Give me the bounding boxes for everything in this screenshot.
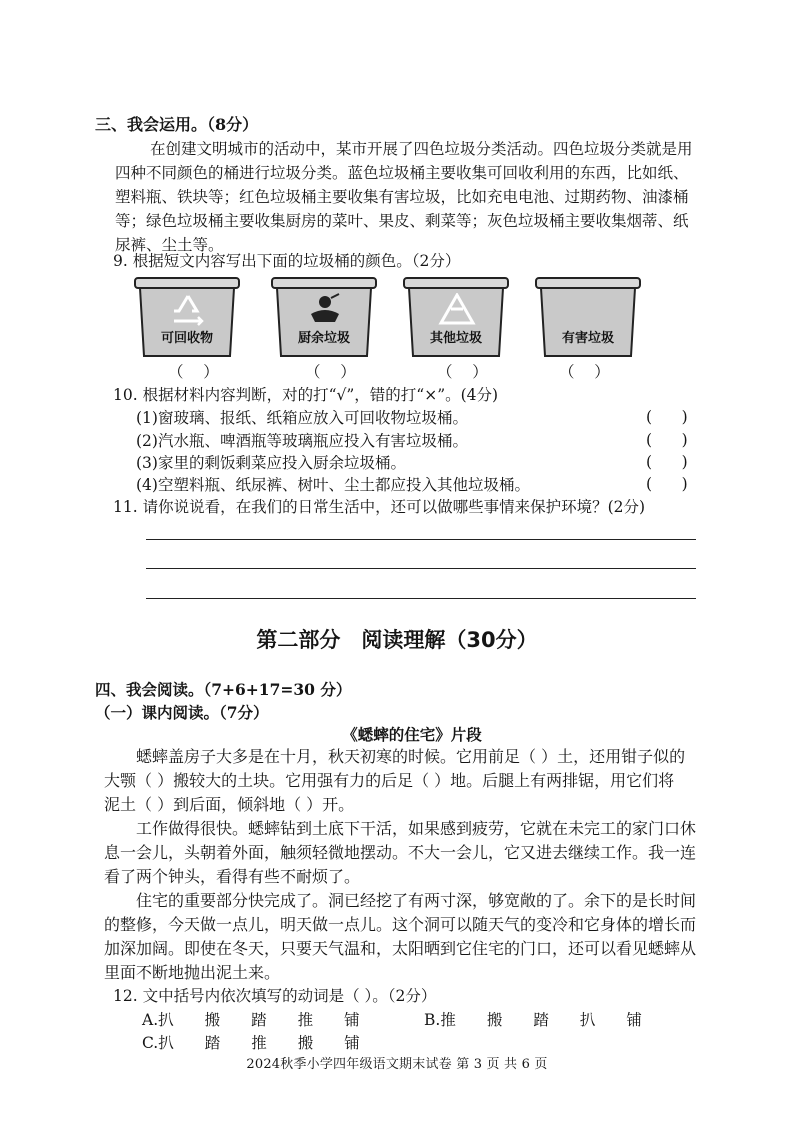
option-a[interactable]: A.扒 搬 踏 推 铺	[142, 1011, 360, 1029]
reading-line: 息一会儿，头朝着外面，触须轻微地摆动。不大一会儿，它又进去继续工作。我一连	[104, 843, 697, 862]
judge-blank: ( )	[646, 431, 688, 449]
judge-item: (4)空塑料瓶、纸尿裤、树叶、尘土都应投入其他垃圾桶。	[136, 476, 530, 494]
part2-title: 第二部分 阅读理解（30分）	[256, 628, 538, 652]
reading-line: 蟋蟀盖房子大多是在十月，秋天初寒的时候。它用前足（ ）土，还用钳子似的	[136, 747, 686, 766]
reading-line: 看了两个钟头，看得有些不耐烦了。	[104, 867, 361, 886]
bin-hazardous	[535, 276, 641, 381]
answer-line[interactable]	[146, 539, 696, 540]
other-waste-icon	[437, 293, 477, 327]
bin-recyclable	[134, 276, 240, 381]
section3-title: 三、我会运用。（8分）	[95, 115, 259, 134]
judge-blank: ( )	[646, 475, 688, 493]
question-10: 10. 根据材料内容判断，对的打“√”，错的打“×”。(4分)	[113, 386, 499, 404]
option-c[interactable]: C.扒 踏 推 搬 铺	[142, 1034, 360, 1052]
bin-label: 厨余垃圾	[297, 331, 350, 346]
passage-line: 在创建文明城市的活动中，某市开展了四色垃圾分类活动。四色垃圾分类就是用	[150, 140, 693, 158]
bin-other-waste	[403, 276, 509, 381]
answer-line[interactable]	[146, 568, 696, 569]
judge-item: (2)汽水瓶、啤酒瓶等玻璃瓶应投入有害垃圾桶。	[136, 432, 468, 450]
reading-line: 加深加阔。即使在冬天，只要天气温和，太阳晒到它住宅的门口，还可以看见蟋蟀从	[104, 939, 697, 958]
section4-title: 四、我会阅读。（7+6+17=30 分）	[95, 680, 352, 699]
bin-label: 其他垃圾	[429, 331, 482, 346]
bin-label: 可回收物	[160, 331, 213, 346]
page-footer: 2024秋季小学四年级语文期末试卷 第 3 页 共 6 页	[246, 1057, 548, 1072]
judge-blank: ( )	[646, 453, 688, 471]
judge-blank: ( )	[646, 408, 688, 426]
passage-title: 《蟋蟀的住宅》片段	[342, 725, 482, 744]
reading-line: 住宅的重要部分快完成了。洞已经挖了有两寸深，够宽敞的了。余下的是长时间	[136, 891, 697, 910]
bin-answer-blank: （ ）	[437, 363, 488, 381]
option-b[interactable]: B.推 搬 踏 扒 铺	[424, 1011, 642, 1029]
question-11: 11. 请你说说看，在我们的日常生活中，还可以做哪些事情来保护环境？(2分)	[113, 498, 646, 516]
passage-line: 四种不同颜色的桶进行垃圾分类。蓝色垃圾桶主要收集可回收利用的东西，比如纸、	[115, 164, 689, 182]
passage-line: 尿裤、尘土等。	[115, 236, 224, 254]
bins-row	[134, 276, 654, 381]
subsection-title: （一）课内阅读。（7分）	[95, 703, 269, 722]
question-9: 9. 根据短文内容写出下面的垃圾桶的颜色。（2分）	[113, 252, 461, 270]
recycle-icon	[168, 293, 208, 327]
reading-line: 工作做得很快。蟋蟀钻到土底下干活，如果感到疲劳，它就在未完工的家门口休	[136, 819, 697, 838]
bin-answer-blank: （ ）	[559, 363, 610, 381]
reading-line: 泥土（ ）到后面，倾斜地（ ）开。	[104, 795, 355, 814]
judge-item: (3)家里的剩饭剩菜应投入厨余垃圾桶。	[136, 454, 406, 472]
reading-line: 的整修，今天做一点儿，明天做一点儿。这个洞可以随天气的变冷和它身体的增长而	[104, 915, 697, 934]
question-12: 12. 文中括号内依次填写的动词是（ ）。（2分）	[113, 987, 437, 1005]
bin-label: 有害垃圾	[561, 331, 614, 346]
food-waste-icon	[305, 292, 345, 326]
reading-line: 大颚（ ）搬较大的土块。它用强有力的后足（ ）地。后腿上有两排锯，用它们将	[104, 771, 675, 790]
answer-line[interactable]	[146, 598, 696, 599]
judge-item: (1)窗玻璃、报纸、纸箱应放入可回收物垃圾桶。	[136, 409, 468, 427]
bin-food-waste	[271, 276, 377, 381]
bin-answer-blank: （ ）	[168, 363, 219, 381]
bin-answer-blank: （ ）	[305, 363, 356, 381]
reading-line: 里面不断地抛出泥土来。	[104, 963, 281, 982]
passage-line: 等；绿色垃圾桶主要收集厨房的菜叶、果皮、剩菜等；灰色垃圾桶主要收集烟蒂、纸	[115, 212, 689, 230]
passage-line: 塑料瓶、铁块等；红色垃圾桶主要收集有害垃圾，比如充电电池、过期药物、油漆桶	[115, 188, 689, 206]
